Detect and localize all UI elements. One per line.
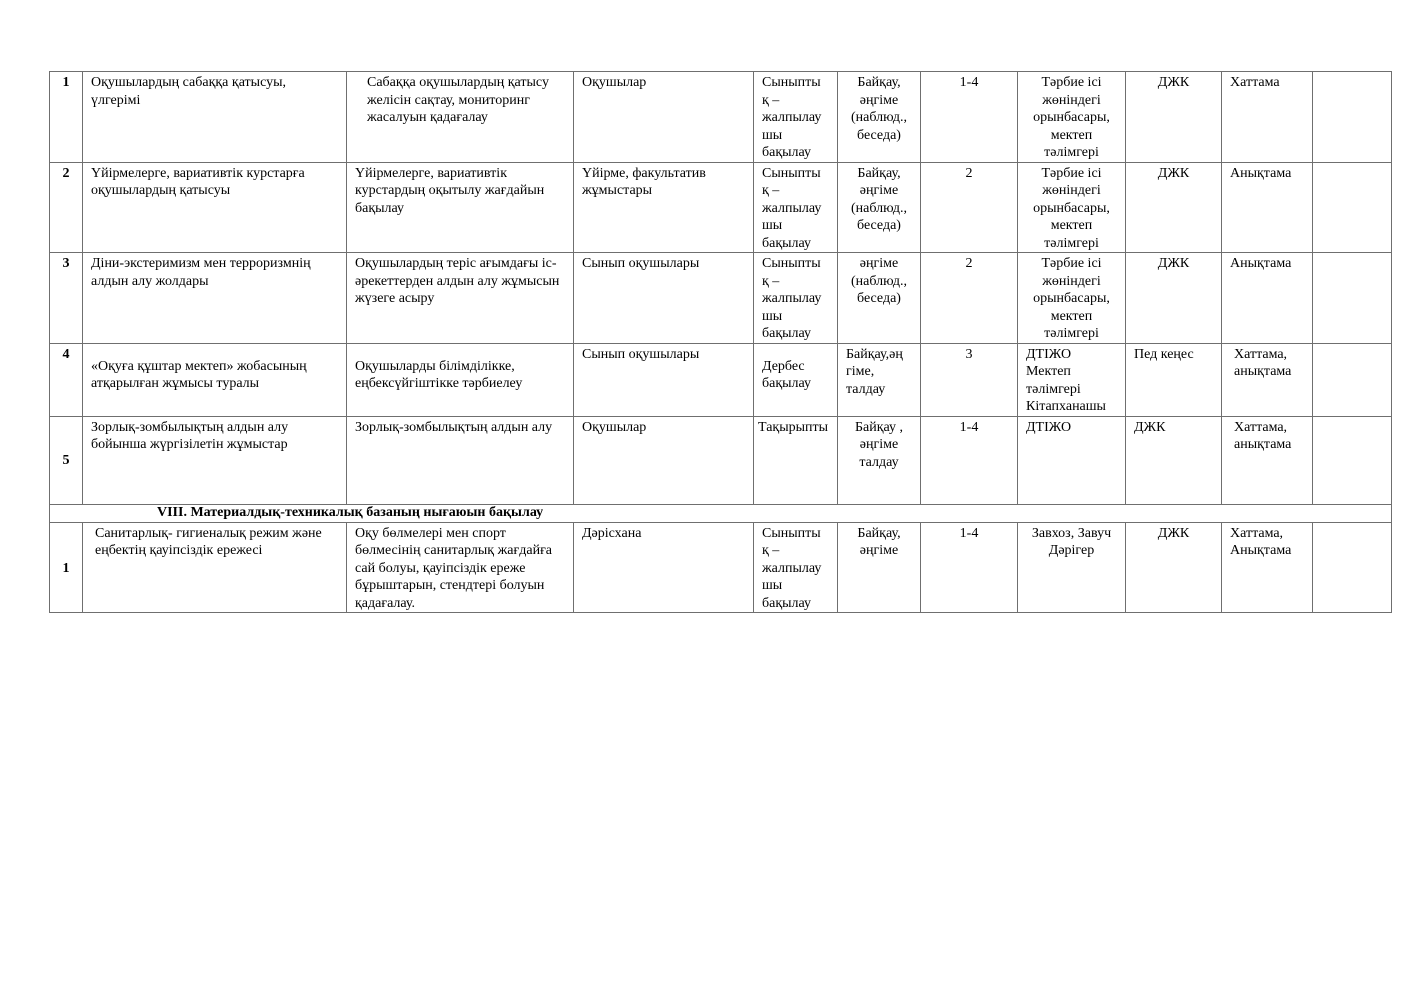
period-cell: 1-4 [921, 416, 1018, 504]
object-cell: Сынып оқушылары [574, 253, 754, 344]
responsible-cell: Тәрбие ісі жөніндегі орынбасары, мектеп тәлімгері [1018, 72, 1126, 163]
empty-cell [1313, 343, 1392, 416]
review-cell: ДЖК [1126, 162, 1222, 253]
table-row [50, 162, 1392, 253]
empty-cell [1313, 253, 1392, 344]
table-row [50, 72, 1392, 163]
topic-cell: Діни-экстеримизм мен терроризмнің алдын алу жолдары [83, 253, 347, 344]
row-number: 2 [50, 162, 83, 253]
result-cell: Анықтама [1222, 253, 1313, 344]
method-cell: әңгіме (наблюд., беседа) [838, 253, 921, 344]
review-cell: Пед кеңес [1126, 343, 1222, 416]
goal-cell: Оқушылардың теріс ағымдағы іс-әрекеттерден алдын алу жұмысын жүзеге асыру [347, 253, 574, 344]
period-cell: 2 [921, 253, 1018, 344]
result-cell: Хаттама [1222, 72, 1313, 163]
result-cell: Хаттама, анықтама [1222, 343, 1313, 416]
period-cell: 1-4 [921, 522, 1018, 613]
goal-cell: Үйірмелерге, вариативтік курстардың оқытылу жағдайын бақылау [347, 162, 574, 253]
type-cell: Дербес бақылау [754, 343, 838, 416]
responsible-cell: Завхоз, Завуч Дәрігер [1018, 522, 1126, 613]
object-cell: Сынып оқушылары [574, 343, 754, 416]
control-plan-table [49, 71, 1392, 613]
table-row [50, 416, 1392, 504]
period-cell: 2 [921, 162, 1018, 253]
responsible-cell: Тәрбие ісі жөніндегі орынбасары, мектеп тәлімгері [1018, 253, 1126, 344]
topic-cell: «Оқуға құштар мектеп» жобасының атқарылған жұмысы туралы [83, 343, 347, 416]
object-cell: Дәрісхана [574, 522, 754, 613]
review-cell: ДЖК [1126, 72, 1222, 163]
empty-cell [1313, 522, 1392, 613]
responsible-cell: ДТІЖО [1018, 416, 1126, 504]
empty-cell [1313, 72, 1392, 163]
method-cell: Байқау, әңгіме [838, 522, 921, 613]
goal-cell: Сабаққа оқушылардың қатысу желісін сақтау, мониторинг жасалуын қадағалау [347, 72, 574, 163]
result-cell: Хаттама, анықтама [1222, 416, 1313, 504]
section-title: VIII. Материалдық-техникалық базаның нығаюын бақылау [50, 504, 1392, 522]
goal-cell: Оқу бөлмелері мен спорт бөлмесінің санитарлық жағдайға сай болуы, қауіпсіздік ереже бұрыштарын, стендтері болуын қадағалау. [347, 522, 574, 613]
review-cell: ДЖК [1126, 253, 1222, 344]
topic-cell: Оқушылардың сабаққа қатысуы, үлгерімі [83, 72, 347, 163]
row-number: 1 [50, 72, 83, 163]
responsible-cell: Тәрбие ісі жөніндегі орынбасары, мектеп тәлімгері [1018, 162, 1126, 253]
period-cell: 3 [921, 343, 1018, 416]
table-row [50, 343, 1392, 416]
responsible-cell: ДТІЖО Мектеп тәлімгері Кітапханашы [1018, 343, 1126, 416]
type-cell: Сыныпты қ – жалпылау шы бақылау [754, 522, 838, 613]
empty-cell [1313, 162, 1392, 253]
review-cell: ДЖК [1126, 416, 1222, 504]
row-number: 3 [50, 253, 83, 344]
period-cell: 1-4 [921, 72, 1018, 163]
row-number: 4 [50, 343, 83, 416]
review-cell: ДЖК [1126, 522, 1222, 613]
method-cell: Байқау, әңгіме (наблюд., беседа) [838, 72, 921, 163]
type-cell: Сыныпты қ – жалпылау шы бақылау [754, 162, 838, 253]
method-cell: Байқау,әң гіме, талдау [838, 343, 921, 416]
goal-cell: Оқушыларды білімділікке, еңбексүйгіштікке тәрбиелеу [347, 343, 574, 416]
section-header-row [50, 504, 1392, 522]
row-number: 5 [50, 416, 83, 504]
topic-cell: Үйірмелерге, вариативтік курстарға оқушылардың қатысуы [83, 162, 347, 253]
result-cell: Хаттама, Анықтама [1222, 522, 1313, 613]
table-row [50, 522, 1392, 613]
type-cell: Сыныпты қ – жалпылау шы бақылау [754, 253, 838, 344]
object-cell: Оқушылар [574, 416, 754, 504]
topic-cell: Зорлық-зомбылықтың алдын алу бойынша жүргізілетін жұмыстар [83, 416, 347, 504]
method-cell: Байқау , әңгіме талдау [838, 416, 921, 504]
method-cell: Байқау, әңгіме (наблюд., беседа) [838, 162, 921, 253]
object-cell: Оқушылар [574, 72, 754, 163]
type-cell: Тақырыпты [754, 416, 838, 504]
row-number: 1 [50, 522, 83, 613]
topic-cell: Санитарлық- гигиеналық режим және еңбектің қауіпсіздік ережесі [83, 522, 347, 613]
type-cell: Сыныпты қ – жалпылау шы бақылау [754, 72, 838, 163]
goal-cell: Зорлық-зомбылықтың алдын алу [347, 416, 574, 504]
object-cell: Үйірме, факультатив жұмыстары [574, 162, 754, 253]
result-cell: Анықтама [1222, 162, 1313, 253]
empty-cell [1313, 416, 1392, 504]
table-row [50, 253, 1392, 344]
